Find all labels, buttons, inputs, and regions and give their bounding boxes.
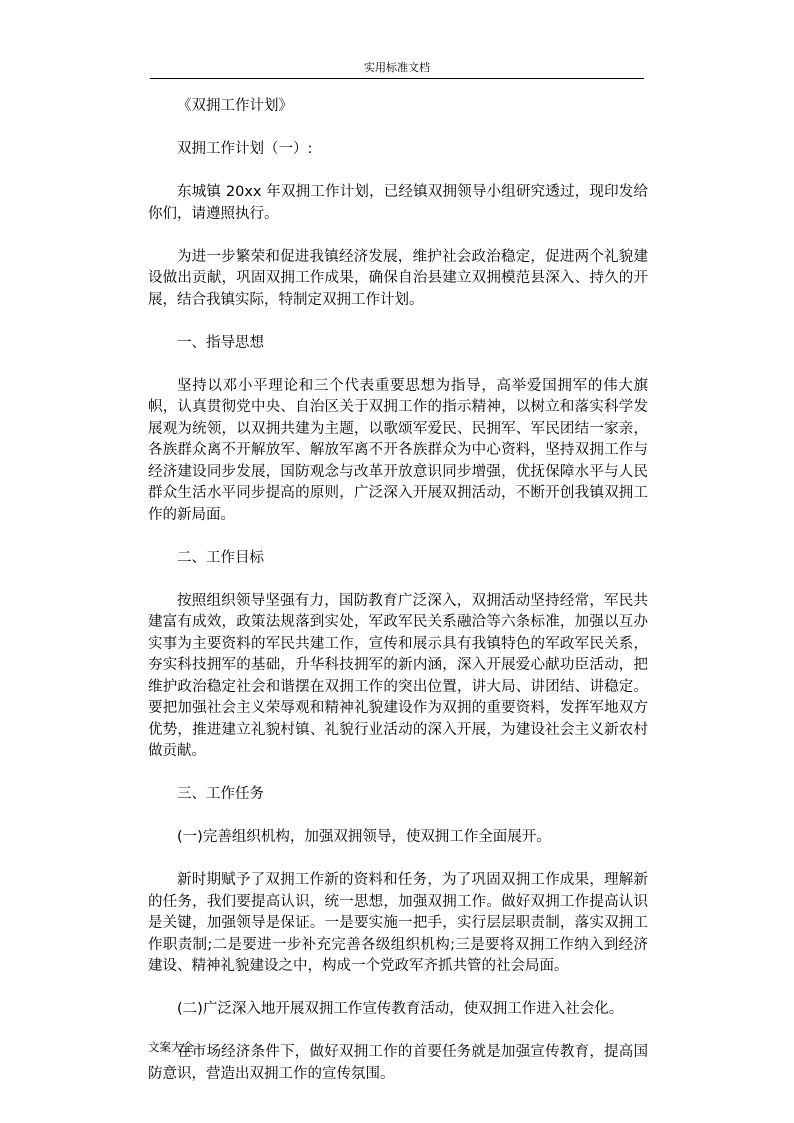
section-heading-work-tasks: 三、工作任务 (177, 786, 264, 802)
section-heading-guiding-ideology: 一、指导思想 (177, 334, 264, 351)
work-goals-paragraph: 按照组织领导坚强有力，国防教育广泛深入，双拥活动坚持经常，军民共建富有成效，政策法规落到实处，军政军民关系融洽等六条标准，加强以互办实事为主要资料的军民共建工作，宣传和展示具有我镇特色的军政军民关系，夯实科技拥军的基础，升华科技拥军的新内涵，深入开展爱心献功臣活动，把维护政治稳定社会和谐摆在双拥工作的突出位置，讲大局、讲团结、讲稳定。要把加强社会主义荣辱观和精神礼貌建设作为双拥的重要资料，发挥军地双方优势，推进建立礼貌村镇、礼貌行业活动的深入开展，为建设社会主义新农村做贡献。 (148, 592, 648, 759)
intro-paragraph: 东城镇 20xx 年双拥工作计划，已经镇双拥领导小组研究透过，现印发给你们，请遵照执行。 (148, 184, 648, 222)
purpose-paragraph: 为进一步繁荣和促进我镇经济发展，维护社会政治稳定，促进两个礼貌建设做出贡献，巩固双拥工作成果，确保自治县建立双拥模范县深入、持久的开展，结合我镇实际，特制定双拥工作计划。 (148, 248, 648, 308)
subsection-1-paragraph: 新时期赋予了双拥工作新的资料和任务，为了巩固双拥工作成果，理解新的任务，我们要提高认识，统一思想，加强双拥工作。做好双拥工作提高认识是关键，加强领导是保证。一是要实施一把手，实行层层职责制，落实双拥工作职责制;二是要进一步补充完善各级组织机构;三是要将双拥工作纳入到经济建设、精神礼貌建设之中，构成一个党政军齐抓共管的社会局面。 (148, 872, 648, 974)
section-heading-work-goals: 二、工作目标 (177, 549, 264, 566)
guiding-ideology-paragraph: 坚持以邓小平理论和三个代表重要思想为指导，高举爱国拥军的伟大旗帜，认真贯彻党中央、自治区关于双拥工作的指示精神，以树立和落实科学发展观为统领，以双拥共建为主题，以歌颂军爱民、民拥军、军民团结一家亲，各族群众离不开解放军、解放军离不开各族群众为中心资料，坚持双拥工作与经济建设同步发展，国防观念与改革开放意识同步增强，优抚保障水平与人民群众生活水平同步提高的原则，广泛深入开展双拥活动，不断开创我镇双拥工作的新局面。 (148, 377, 648, 523)
header-divider (150, 78, 644, 79)
document-body (148, 96, 648, 1107)
subsection-2-paragraph: 在市场经济条件下，做好双拥工作的首要任务就是加强宣传教育，提高国防意识，营造出双拥工作的宣传氛围。 (148, 1044, 648, 1082)
document-subtitle: 双拥工作计划（一）: (177, 141, 313, 157)
page-footer: 文案大全 (148, 1040, 194, 1054)
page-header: 实用标准文档 (364, 61, 430, 74)
subsection-heading-2: (二)广泛深入地开展双拥工作宣传教育活动，使双拥工作进入社会化。 (177, 1001, 624, 1017)
subsection-heading-1: (一)完善组织机构，加强双拥领导，使双拥工作全面展开。 (177, 829, 551, 845)
document-title: 《双拥工作计划》 (177, 98, 293, 114)
